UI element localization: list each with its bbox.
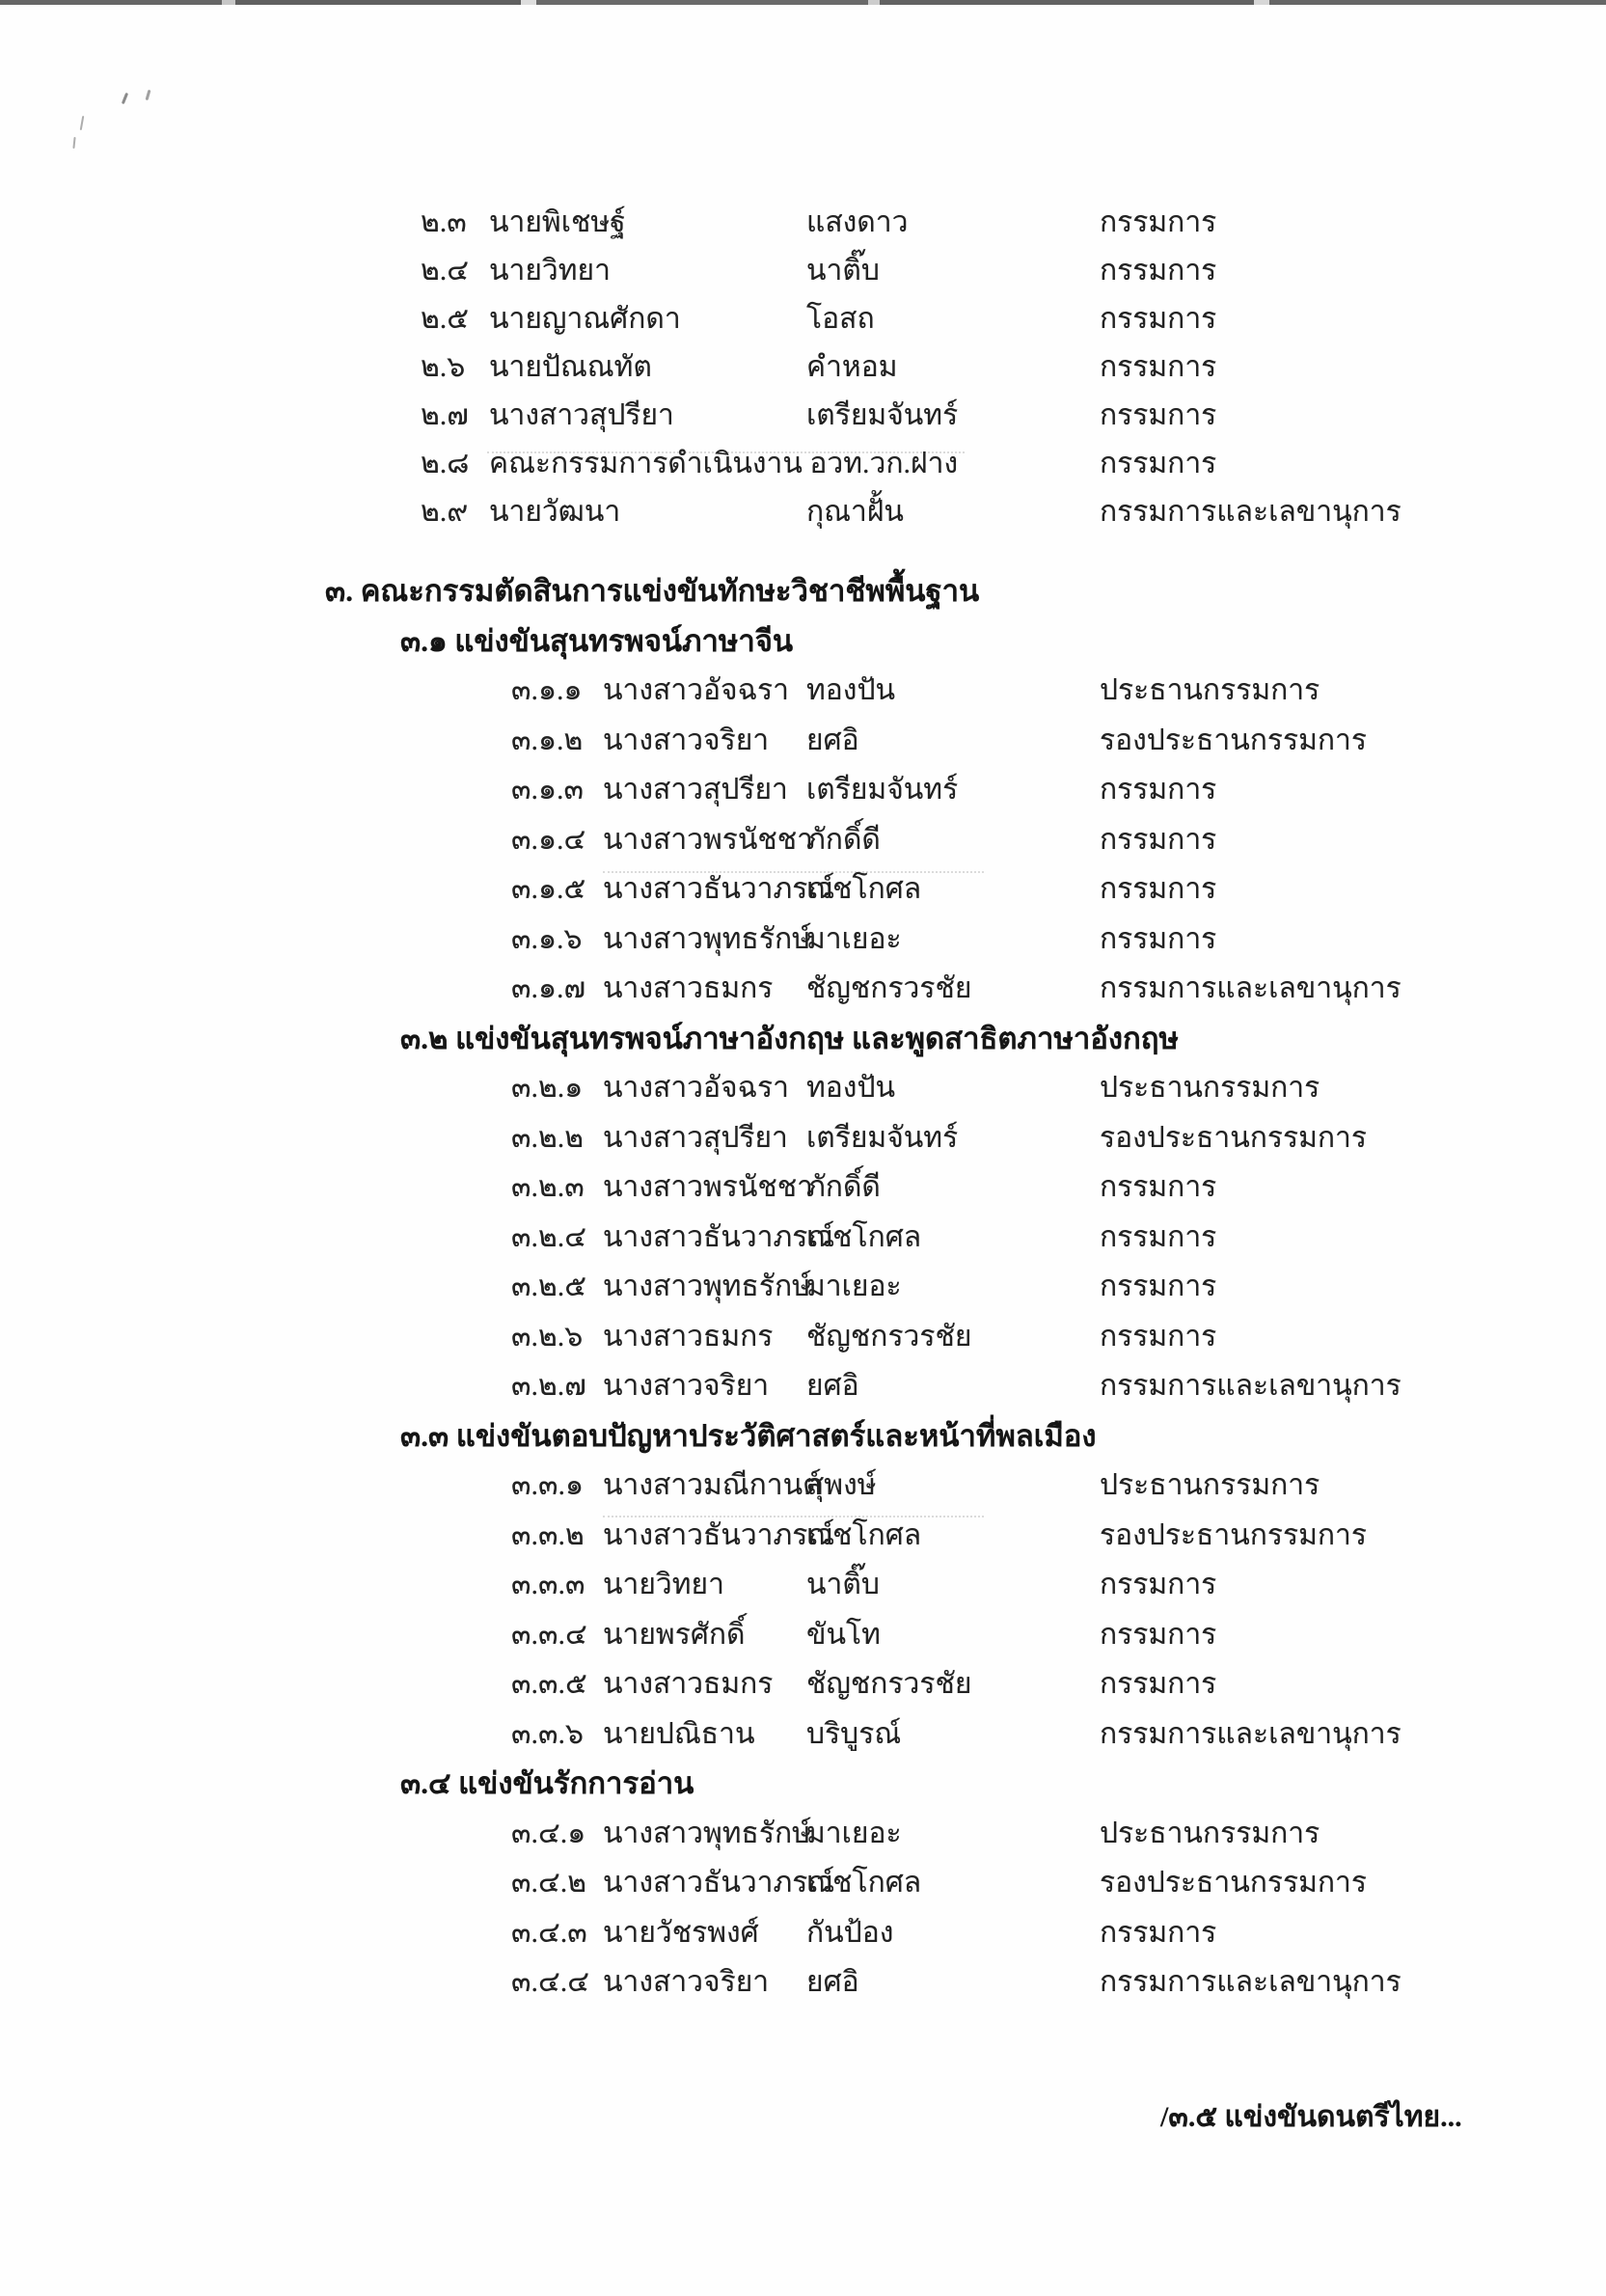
row-role: กรรมการ xyxy=(1100,206,1217,238)
row-surname: ยศอิ xyxy=(806,1370,859,1402)
row-role: กรรมการและเลขานุการ xyxy=(1100,496,1402,528)
row-role: กรรมการและเลขานุการ xyxy=(1100,1717,1402,1750)
row-surname: เวชโกศล xyxy=(806,1518,922,1551)
row-surname: เตรียมจันทร์ xyxy=(806,399,959,431)
row-first-name: นางสาวพรนัชชา xyxy=(603,823,813,856)
subsection-title: ๓.๑ แข่งขันสุนทรพจน์ภาษาจีน xyxy=(400,623,794,658)
row-surname: กันป้อง xyxy=(806,1916,894,1949)
row-number: ๒.๕ xyxy=(421,303,469,335)
row-surname: โอสถ xyxy=(806,303,875,335)
row-first-name: นายพรศักดิ์ xyxy=(603,1618,746,1651)
row-first-name: นางสาวพุทธรักษ์ xyxy=(603,1817,811,1849)
row-surname: นาติ๊บ xyxy=(806,255,880,287)
row-first-name: นางสาวธมกร xyxy=(603,1668,774,1700)
row-role: กรรมการ xyxy=(1100,303,1217,335)
row-surname: มาเยอะ xyxy=(806,1817,902,1849)
row-first-name: นางสาวธันวาภรณ์ xyxy=(603,1867,835,1899)
row-first-name: นางสาวมณีกานต์ xyxy=(603,1469,822,1501)
scan-artifact-top-edge xyxy=(0,0,1606,5)
row-number: ๓.๒.๖ xyxy=(511,1320,584,1353)
row-first-name: นายปัณณทัต xyxy=(489,351,652,383)
row-number: ๓.๒.๓ xyxy=(511,1171,585,1203)
row-role: กรรมการ xyxy=(1100,351,1217,383)
row-first-name: นางสาวพุทธรักษ์ xyxy=(603,922,811,955)
row-surname: คำหอม xyxy=(806,351,898,383)
row-role: กรรมการ xyxy=(1100,1271,1217,1302)
row-surname: เวชโกศล xyxy=(806,1220,922,1253)
row-surname: ชัญชกรวรชัย xyxy=(806,1668,972,1700)
row-surname: แสงดาว xyxy=(806,206,909,238)
row-first-name: นางสาวสุปรียา xyxy=(603,1121,788,1154)
row-first-name: นายวิทยา xyxy=(603,1569,724,1600)
row-number: ๓.๑.๕ xyxy=(511,873,586,905)
page-continuation-note: /๓.๕ แข่งขันดนตรีไทย... xyxy=(1160,2101,1462,2133)
row-role: ประธานกรรมการ xyxy=(1100,1817,1320,1849)
row-first-name: นางสาวจริยา xyxy=(603,1966,770,1998)
row-surname: ขันโท xyxy=(806,1618,881,1651)
row-number: ๓.๓.๔ xyxy=(511,1618,587,1651)
row-first-name: นางสาวธมกร xyxy=(603,972,774,1004)
row-first-name: นายวิทยา xyxy=(489,255,611,287)
row-role: รองประธานกรรมการ xyxy=(1100,1867,1368,1899)
row-surname: กุณาฝั้น xyxy=(806,496,904,528)
row-number: ๓.๑.๑ xyxy=(511,674,583,706)
row-number: ๒.๘ xyxy=(421,448,470,479)
row-first-name: นางสาวพุทธรักษ์ xyxy=(603,1271,811,1302)
row-role: กรรมการและเลขานุการ xyxy=(1100,1370,1402,1402)
row-number: ๓.๔.๑ xyxy=(511,1817,586,1849)
row-surname: เวชโกศล xyxy=(806,873,922,905)
row-role: รองประธานกรรมการ xyxy=(1100,724,1368,756)
row-number: ๒.๖ xyxy=(421,351,466,383)
row-role: กรรมการ xyxy=(1100,1171,1217,1203)
row-role: กรรมการ xyxy=(1100,922,1217,955)
row-role: กรรมการ xyxy=(1100,1220,1217,1253)
row-number: ๒.๔ xyxy=(421,255,469,287)
row-number: ๒.๓ xyxy=(421,206,467,238)
scan-speckle xyxy=(72,137,75,149)
row-number: ๓.๑.๔ xyxy=(511,823,586,856)
row-role: ประธานกรรมการ xyxy=(1100,1072,1320,1104)
row-role: กรรมการ xyxy=(1100,448,1217,479)
row-first-name: นางสาวสุปรียา xyxy=(603,774,788,806)
row-surname: เตรียมจันทร์ xyxy=(806,774,959,806)
row-first-name: นายพิเชษฐ์ xyxy=(489,206,626,238)
row-number: ๓.๒.๒ xyxy=(511,1121,585,1154)
row-number: ๓.๑.๒ xyxy=(511,724,584,756)
row-role: กรรมการและเลขานุการ xyxy=(1100,1966,1402,1998)
row-number: ๓.๔.๔ xyxy=(511,1966,589,1998)
subsection-title: ๓.๒ แข่งขันสุนทรพจน์ภาษาอังกฤษ และพูดสาธิตภาษาอังกฤษ xyxy=(400,1021,1179,1055)
row-role: กรรมการ xyxy=(1100,873,1217,905)
row-first-name: นางสาวธันวาภรณ์ xyxy=(603,1518,835,1551)
subsection-title: ๓.๓ แข่งขันตอบปัญหาประวัติศาสตร์และหน้าที่พลเมือง xyxy=(400,1418,1097,1453)
row-first-name: นางสาวจริยา xyxy=(603,724,770,756)
section-3-title: ๓. คณะกรรมตัดสินการแข่งขันทักษะวิชาชีพพื้นฐาน xyxy=(325,574,980,608)
row-surname: ทองปัน xyxy=(806,674,895,706)
row-number: ๓.๒.๗ xyxy=(511,1370,586,1402)
row-number: ๓.๓.๒ xyxy=(511,1518,585,1551)
row-surname: ยศอิ xyxy=(806,724,859,756)
row-role: กรรมการ xyxy=(1100,774,1217,806)
row-number: ๓.๒.๕ xyxy=(511,1271,586,1302)
row-first-name: นางสาวธันวาภรณ์ xyxy=(603,1220,835,1253)
row-first-name: นายวัฒนา xyxy=(489,496,621,528)
row-role: กรรมการ xyxy=(1100,1618,1217,1651)
row-first-name: นางสาวพรนัชชา xyxy=(603,1171,813,1203)
row-surname: ภักดิ์ดี xyxy=(806,1171,881,1203)
row-number: ๓.๑.๗ xyxy=(511,972,586,1004)
row-surname: มาเยอะ xyxy=(806,1271,902,1302)
row-number: ๓.๓.๓ xyxy=(511,1569,585,1600)
scan-speckle xyxy=(122,93,128,104)
row-surname: เวชโกศล xyxy=(806,1867,922,1899)
row-number: ๓.๑.๓ xyxy=(511,774,585,806)
row-surname: บริบูรณ์ xyxy=(806,1717,902,1750)
row-number: ๓.๔.๒ xyxy=(511,1867,586,1899)
row-role: กรรมการ xyxy=(1100,1916,1217,1949)
row-first-name: นางสาวสุปรียา xyxy=(489,399,674,431)
row-role: รองประธานกรรมการ xyxy=(1100,1121,1368,1154)
row-role: กรรมการและเลขานุการ xyxy=(1100,972,1402,1004)
row-surname: มาเยอะ xyxy=(806,922,902,955)
row-first-name: นายปณิธาน xyxy=(603,1717,755,1750)
row-number: ๒.๙ xyxy=(421,496,469,528)
row-role: กรรมการ xyxy=(1100,1320,1217,1353)
row-first-name: นางสาวธันวาภรณ์ xyxy=(603,873,835,905)
row-role: กรรมการ xyxy=(1100,255,1217,287)
row-surname: ทองปัน xyxy=(806,1072,895,1104)
row-surname: ภักดิ์ดี xyxy=(806,823,881,856)
row-role: กรรมการ xyxy=(1100,1668,1217,1700)
row-surname: ยศอิ xyxy=(806,1966,859,1998)
row-first-name: นางสาวอัจฉรา xyxy=(603,1072,789,1104)
row-first-name: นายญาณศักดา xyxy=(489,303,681,335)
row-first-name: นางสาวจริยา xyxy=(603,1370,770,1402)
row-role: กรรมการ xyxy=(1100,399,1217,431)
row-surname: สุพงษ์ xyxy=(806,1469,877,1501)
row-role: รองประธานกรรมการ xyxy=(1100,1518,1368,1551)
row-first-name: คณะกรรมการดำเนินงาน อวท.วก.ฝาง xyxy=(489,448,959,479)
row-surname: ชัญชกรวรชัย xyxy=(806,972,972,1004)
row-surname: เตรียมจันทร์ xyxy=(806,1121,959,1154)
row-number: ๓.๓.๖ xyxy=(511,1717,585,1750)
row-surname: นาติ๊บ xyxy=(806,1569,880,1600)
row-number: ๓.๔.๓ xyxy=(511,1916,587,1949)
row-number: ๓.๑.๖ xyxy=(511,922,583,955)
scan-speckle xyxy=(146,90,151,100)
row-number: ๓.๓.๕ xyxy=(511,1668,587,1700)
row-role: ประธานกรรมการ xyxy=(1100,1469,1320,1501)
row-role: กรรมการ xyxy=(1100,823,1217,856)
row-first-name: นางสาวอัจฉรา xyxy=(603,674,789,706)
row-first-name: นางสาวธมกร xyxy=(603,1320,774,1353)
row-number: ๓.๒.๔ xyxy=(511,1220,586,1253)
subsection-title: ๓.๔ แข่งขันรักการอ่าน xyxy=(400,1766,694,1800)
row-surname: ชัญชกรวรชัย xyxy=(806,1320,972,1353)
row-role: กรรมการ xyxy=(1100,1569,1217,1600)
row-number: ๒.๗ xyxy=(421,399,469,431)
row-number: ๓.๓.๑ xyxy=(511,1469,585,1501)
scan-speckle xyxy=(80,116,85,130)
row-role: ประธานกรรมการ xyxy=(1100,674,1320,706)
row-number: ๓.๒.๑ xyxy=(511,1072,584,1104)
row-first-name: นายวัชรพงศ์ xyxy=(603,1916,759,1949)
